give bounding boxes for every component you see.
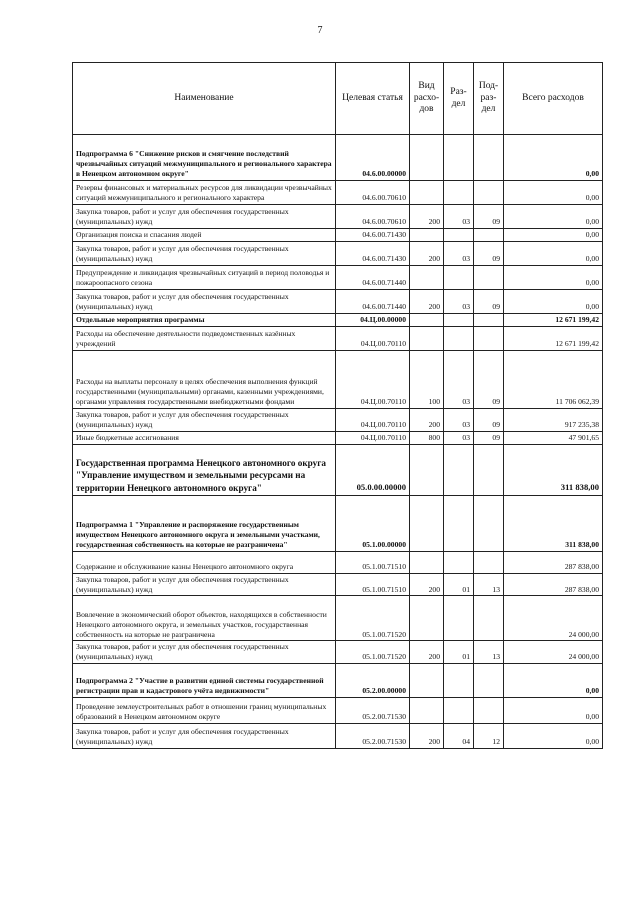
row-rz: 03: [444, 350, 474, 408]
row-code: 04.6.00.71440: [336, 290, 410, 314]
row-total: 0,00: [504, 664, 603, 698]
row-code: 05.1.00.71510: [336, 551, 410, 573]
row-pr: [474, 596, 504, 641]
row-name: Закупка товаров, работ и услуг для обеспечения государственных (муниципальных) нужд: [73, 408, 336, 431]
row-total: 0,00: [504, 135, 603, 181]
table-row: [73, 641, 603, 664]
row-name: Организация поиска и спасания людей: [73, 229, 336, 242]
row-vr: [410, 135, 444, 181]
row-total: 0,00: [504, 290, 603, 314]
row-rz: [444, 326, 474, 350]
row-vr: [410, 444, 444, 495]
row-pr: 09: [474, 242, 504, 266]
row-pr: 09: [474, 431, 504, 444]
row-code: 05.1.00.00000: [336, 495, 410, 551]
row-vr: 200: [410, 408, 444, 431]
table-row: [73, 242, 603, 266]
row-vr: [410, 551, 444, 573]
row-code: 04.Ц.00.70110: [336, 326, 410, 350]
row-name: Подпрограмма 6 "Снижение рисков и смягчение последствий чрезвычайных ситуаций межмуниципального и регионального характера в Ненецком автономном округе": [73, 135, 336, 181]
row-vr: [410, 495, 444, 551]
page-number: 7: [317, 25, 323, 36]
row-name: Отдельные мероприятия программы: [73, 314, 336, 327]
row-total: 24 000,00: [504, 596, 603, 641]
table-row: [73, 266, 603, 290]
row-vr: 200: [410, 641, 444, 664]
row-name: Вовлечение в экономический оборот объектов, находящихся в собственности Ненецкого автономного округа, и земельных участков, государственная собственность на которые не разграничена: [73, 596, 336, 641]
row-name: Иные бюджетные ассигнования: [73, 431, 336, 444]
row-vr: [410, 229, 444, 242]
row-pr: [474, 551, 504, 573]
row-total: 287 838,00: [504, 573, 603, 596]
table-row: [73, 408, 603, 431]
row-vr: 200: [410, 573, 444, 596]
table-row: [73, 444, 603, 495]
row-code: 04.Ц.00.70110: [336, 431, 410, 444]
row-vr: 100: [410, 350, 444, 408]
table-row: [73, 573, 603, 596]
row-rz: 03: [444, 431, 474, 444]
row-pr: [474, 229, 504, 242]
row-name: Подпрограмма 1 "Управление и распоряжение государственным имуществом Ненецкого автономного округа и земельными участками, государственная собственность на которые не разграничена": [73, 495, 336, 551]
row-name: Закупка товаров, работ и услуг для обеспечения государственных (муниципальных) нужд: [73, 641, 336, 664]
row-rz: [444, 495, 474, 551]
row-rz: 03: [444, 205, 474, 229]
row-code: 04.6.00.71440: [336, 266, 410, 290]
header-type: Вид расхо- дов: [410, 63, 444, 135]
table-row: [73, 326, 603, 350]
row-vr: 200: [410, 205, 444, 229]
row-pr: 09: [474, 408, 504, 431]
row-name: Закупка товаров, работ и услуг для обеспечения государственных (муниципальных) нужд: [73, 205, 336, 229]
row-total: 12 671 199,42: [504, 326, 603, 350]
row-pr: [474, 135, 504, 181]
row-rz: [444, 135, 474, 181]
table-row: [73, 698, 603, 724]
table-row: [73, 350, 603, 408]
row-pr: [474, 181, 504, 205]
row-rz: [444, 444, 474, 495]
row-code: 04.6.00.70610: [336, 205, 410, 229]
row-pr: [474, 326, 504, 350]
table-row: [73, 290, 603, 314]
row-code: 04.6.00.71430: [336, 242, 410, 266]
row-rz: 03: [444, 408, 474, 431]
table-header-row: [73, 63, 603, 135]
header-section: Раз- дел: [444, 63, 474, 135]
row-code: 05.2.00.71530: [336, 698, 410, 724]
table-row: [73, 551, 603, 573]
row-code: 05.1.00.71520: [336, 641, 410, 664]
row-name: Расходы на выплаты персоналу в целях обеспечения выполнения функций государственными (муниципальными) органами, казенными учреждениями, органами управления государственными внебюджетными фондами: [73, 350, 336, 408]
row-pr: 13: [474, 641, 504, 664]
row-total: 0,00: [504, 242, 603, 266]
table-row: [73, 135, 603, 181]
row-code: 04.6.00.71430: [336, 229, 410, 242]
row-total: 0,00: [504, 205, 603, 229]
row-code: 05.2.00.71530: [336, 724, 410, 749]
row-pr: [474, 314, 504, 327]
header-name: Наименование: [73, 63, 336, 135]
row-rz: [444, 596, 474, 641]
row-code: 05.2.00.00000: [336, 664, 410, 698]
row-total: 0,00: [504, 698, 603, 724]
row-pr: 09: [474, 350, 504, 408]
row-code: 05.0.00.00000: [336, 444, 410, 495]
table-row: [73, 724, 603, 749]
row-rz: [444, 698, 474, 724]
row-total: 311 838,00: [504, 444, 603, 495]
row-total: 287 838,00: [504, 551, 603, 573]
row-total: 24 000,00: [504, 641, 603, 664]
row-total: 311 838,00: [504, 495, 603, 551]
row-total: 0,00: [504, 229, 603, 242]
header-target: Целевая статья: [336, 63, 410, 135]
table-row: [73, 431, 603, 444]
row-rz: [444, 229, 474, 242]
row-vr: [410, 181, 444, 205]
row-total: 11 706 062,39: [504, 350, 603, 408]
row-name: Закупка товаров, работ и услуг для обеспечения государственных (муниципальных) нужд: [73, 290, 336, 314]
table-row: [73, 229, 603, 242]
row-rz: [444, 181, 474, 205]
row-rz: 03: [444, 290, 474, 314]
row-vr: [410, 596, 444, 641]
row-rz: 01: [444, 573, 474, 596]
row-code: 05.1.00.71520: [336, 596, 410, 641]
table-row: [73, 596, 603, 641]
row-rz: [444, 314, 474, 327]
row-code: 05.1.00.71510: [336, 573, 410, 596]
row-total: 0,00: [504, 266, 603, 290]
row-vr: 200: [410, 724, 444, 749]
row-name: Расходы на обеспечение деятельности подведомственных казённых учреждений: [73, 326, 336, 350]
row-name: Закупка товаров, работ и услуг для обеспечения государственных (муниципальных) нужд: [73, 573, 336, 596]
row-vr: [410, 266, 444, 290]
row-rz: 03: [444, 242, 474, 266]
row-total: 0,00: [504, 724, 603, 749]
row-code: 04.Ц.00.00000: [336, 314, 410, 327]
row-code: 04.6.00.00000: [336, 135, 410, 181]
row-pr: [474, 444, 504, 495]
row-rz: 01: [444, 641, 474, 664]
row-name: Закупка товаров, работ и услуг для обеспечения государственных (муниципальных) нужд: [73, 724, 336, 749]
table-row: [73, 495, 603, 551]
row-code: 04.6.00.70610: [336, 181, 410, 205]
row-pr: 09: [474, 290, 504, 314]
row-pr: [474, 495, 504, 551]
row-vr: 200: [410, 290, 444, 314]
row-total: 47 901,65: [504, 431, 603, 444]
table-row: [73, 664, 603, 698]
header-subsection: Под- раз- дел: [474, 63, 504, 135]
row-pr: 09: [474, 205, 504, 229]
header-total: Всего расходов: [504, 63, 603, 135]
row-total: 0,00: [504, 181, 603, 205]
row-name: Резервы финансовых и материальных ресурсов для ликвидации чрезвычайных ситуаций межмуниципального и регионального характера: [73, 181, 336, 205]
row-vr: [410, 664, 444, 698]
row-name: Содержание и обслуживание казны Ненецкого автономного округа: [73, 551, 336, 573]
row-vr: 800: [410, 431, 444, 444]
row-name: Проведение землеустроительных работ в отношении границ муниципальных образований в Ненецком автономном округе: [73, 698, 336, 724]
row-total: 917 235,38: [504, 408, 603, 431]
row-name: Закупка товаров, работ и услуг для обеспечения государственных (муниципальных) нужд: [73, 242, 336, 266]
row-pr: [474, 266, 504, 290]
row-rz: [444, 664, 474, 698]
row-rz: [444, 551, 474, 573]
row-name: Предупреждение и ликвидация чрезвычайных ситуаций в период половодья и пожароопасного сезона: [73, 266, 336, 290]
row-name: Подпрограмма 2 "Участие в развитии единой системы государственной регистрации прав и кадастрового учёта недвижимости": [73, 664, 336, 698]
table-row: [73, 205, 603, 229]
row-name: Государственная программа Ненецкого автономного округа "Управление имуществом и земельными ресурсами на территории Ненецкого автономного округа": [73, 444, 336, 495]
row-rz: 04: [444, 724, 474, 749]
row-pr: 12: [474, 724, 504, 749]
budget-table: [72, 62, 603, 749]
row-code: 04.Ц.00.70110: [336, 408, 410, 431]
row-vr: [410, 314, 444, 327]
row-pr: 13: [474, 573, 504, 596]
row-total: 12 671 199,42: [504, 314, 603, 327]
table-row: [73, 314, 603, 327]
row-vr: [410, 698, 444, 724]
table-row: [73, 181, 603, 205]
row-code: 04.Ц.00.70110: [336, 350, 410, 408]
row-vr: [410, 326, 444, 350]
row-pr: [474, 698, 504, 724]
row-vr: 200: [410, 242, 444, 266]
row-rz: [444, 266, 474, 290]
row-pr: [474, 664, 504, 698]
